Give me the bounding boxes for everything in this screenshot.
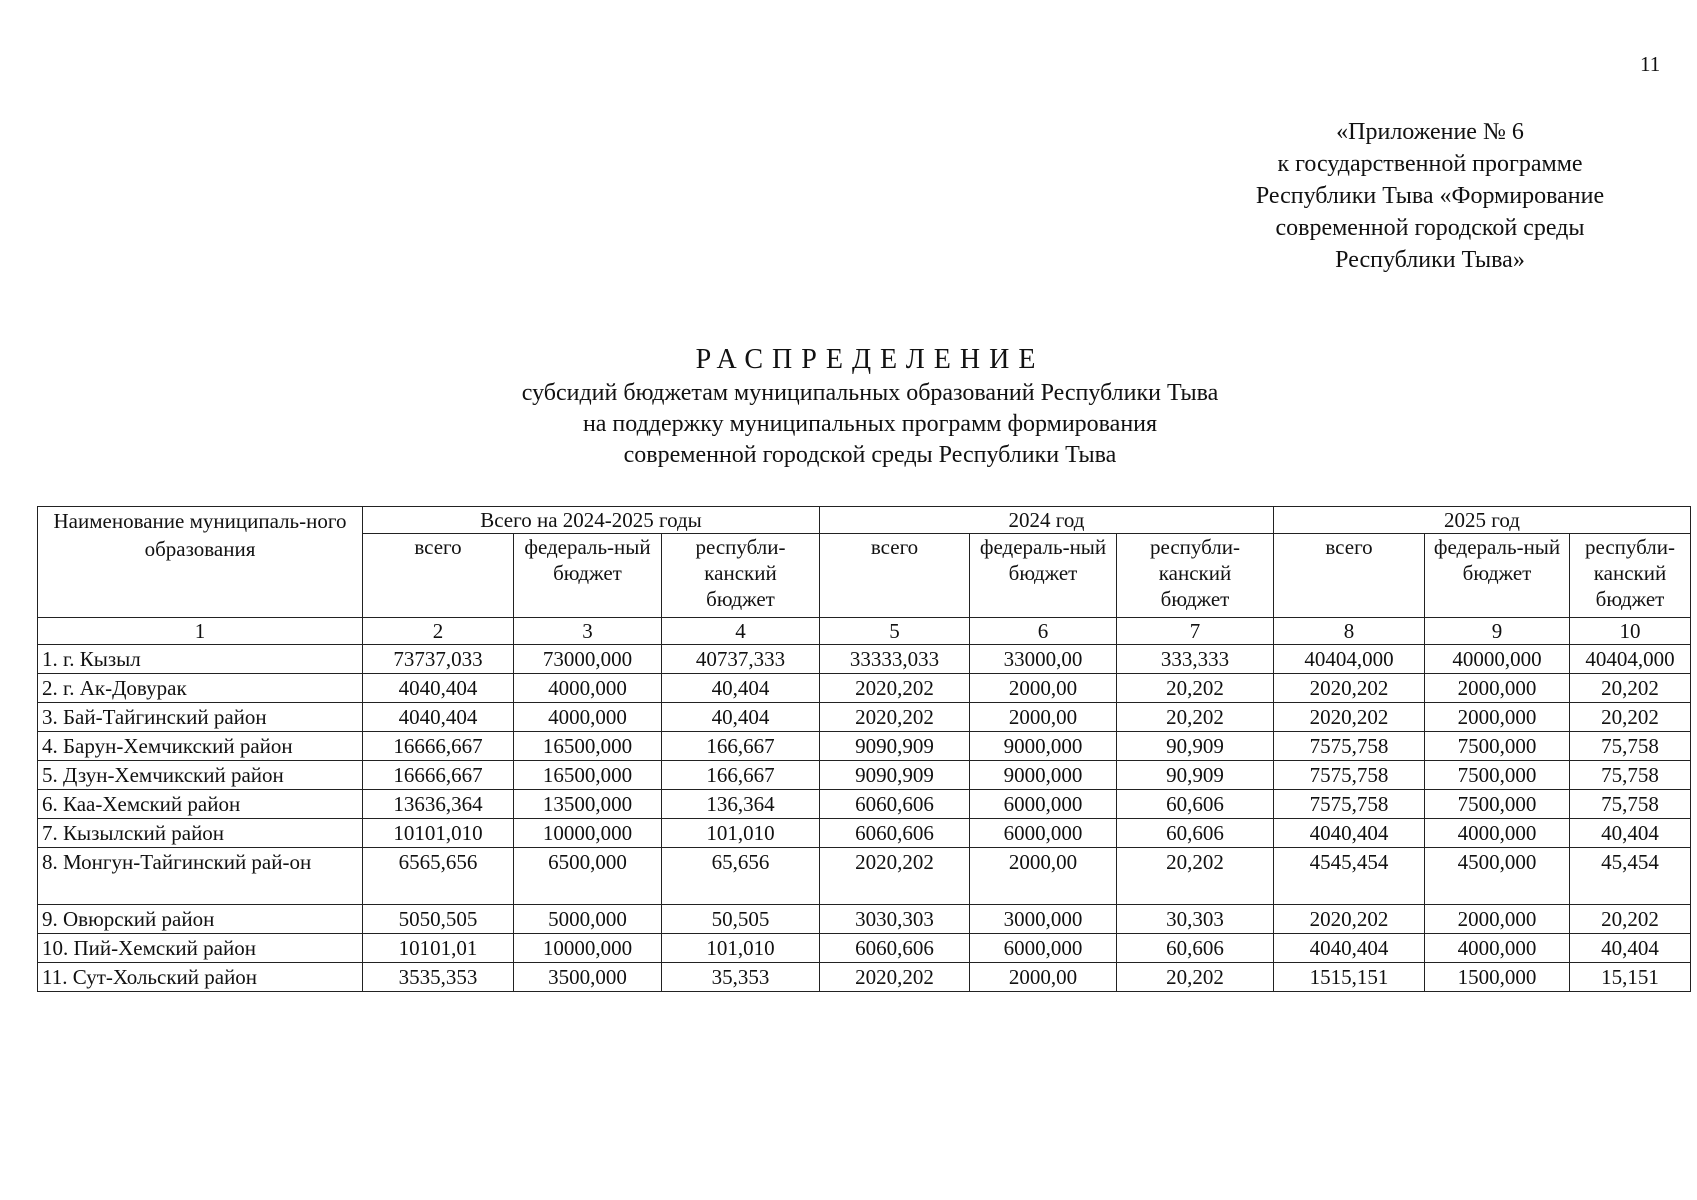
value-cell: 40,404 (1570, 934, 1691, 963)
municipality-name: 4. Барун-Хемчикский район (38, 732, 363, 761)
table-row (38, 905, 1691, 934)
value-cell: 2000,00 (970, 963, 1117, 992)
value-cell: 2000,00 (970, 674, 1117, 703)
value-cell: 9090,909 (820, 761, 970, 790)
value-cell: 2000,00 (970, 703, 1117, 732)
value-cell: 3535,353 (363, 963, 514, 992)
value-cell: 20,202 (1570, 905, 1691, 934)
municipality-name: 3. Бай-Тайгинский район (38, 703, 363, 732)
value-cell: 6565,656 (363, 848, 514, 905)
subsidy-table (37, 506, 1691, 992)
value-cell: 60,606 (1117, 790, 1274, 819)
value-cell: 16500,000 (514, 732, 662, 761)
column-number: 2 (363, 618, 514, 645)
value-cell: 1500,000 (1425, 963, 1570, 992)
header-total: всего (820, 534, 970, 618)
value-cell: 90,909 (1117, 732, 1274, 761)
column-number: 8 (1274, 618, 1425, 645)
value-cell: 45,454 (1570, 848, 1691, 905)
subtitle-line: на поддержку муниципальных программ формирования (582, 411, 1158, 437)
value-cell: 6060,606 (820, 819, 970, 848)
table-row (38, 761, 1691, 790)
municipality-name: 10. Пий-Хемский район (38, 934, 363, 963)
value-cell: 3000,000 (970, 905, 1117, 934)
value-cell: 101,010 (662, 934, 820, 963)
value-cell: 333,333 (1117, 645, 1274, 674)
table-row (38, 934, 1691, 963)
value-cell: 10000,000 (514, 934, 662, 963)
table-row (38, 848, 1691, 905)
page-number: 11 (1640, 52, 1661, 76)
value-cell: 73737,033 (363, 645, 514, 674)
value-cell: 136,364 (662, 790, 820, 819)
table-row (38, 819, 1691, 848)
value-cell: 2000,000 (1425, 674, 1570, 703)
value-cell: 1515,151 (1274, 963, 1425, 992)
header-group-total: Всего на 2024-2025 годы (363, 507, 820, 534)
value-cell: 4545,454 (1274, 848, 1425, 905)
value-cell: 9090,909 (820, 732, 970, 761)
value-cell: 20,202 (1117, 848, 1274, 905)
value-cell: 50,505 (662, 905, 820, 934)
header-republic: республи-канский бюджет (662, 534, 820, 618)
header-republic: республи-канский бюджет (1570, 534, 1691, 618)
municipality-name: 7. Кызылский район (38, 819, 363, 848)
column-number: 7 (1117, 618, 1274, 645)
value-cell: 4040,404 (363, 674, 514, 703)
municipality-name: 6. Каа-Хемский район (38, 790, 363, 819)
value-cell: 20,202 (1117, 703, 1274, 732)
value-cell: 20,202 (1570, 674, 1691, 703)
header-federal: федераль-ный бюджет (514, 534, 662, 618)
value-cell: 20,202 (1117, 674, 1274, 703)
header-name: Наименование муниципаль-ного образования (38, 507, 363, 618)
value-cell: 40,404 (662, 703, 820, 732)
column-number: 3 (514, 618, 662, 645)
value-cell: 2020,202 (820, 703, 970, 732)
value-cell: 15,151 (1570, 963, 1691, 992)
value-cell: 13636,364 (363, 790, 514, 819)
municipality-name: 8. Монгун-Тайгинский рай-он (38, 848, 363, 905)
value-cell: 4040,404 (363, 703, 514, 732)
value-cell: 75,758 (1570, 732, 1691, 761)
municipality-name: 11. Сут-Хольский район (38, 963, 363, 992)
table-row (38, 790, 1691, 819)
value-cell: 2020,202 (820, 963, 970, 992)
value-cell: 2000,000 (1425, 905, 1570, 934)
value-cell: 60,606 (1117, 819, 1274, 848)
value-cell: 7500,000 (1425, 732, 1570, 761)
value-cell: 2020,202 (820, 674, 970, 703)
table-header (38, 507, 1691, 645)
table-row (38, 732, 1691, 761)
value-cell: 7500,000 (1425, 761, 1570, 790)
value-cell: 4500,000 (1425, 848, 1570, 905)
column-number: 10 (1570, 618, 1691, 645)
value-cell: 40404,000 (1274, 645, 1425, 674)
header-total: всего (363, 534, 514, 618)
value-cell: 33333,033 (820, 645, 970, 674)
value-cell: 5050,505 (363, 905, 514, 934)
municipality-name: 1. г. Кызыл (38, 645, 363, 674)
column-number: 9 (1425, 618, 1570, 645)
appendix-note (1180, 116, 1680, 276)
header-group-2024: 2024 год (820, 507, 1274, 534)
value-cell: 6500,000 (514, 848, 662, 905)
appendix-line: к государственной программе (1277, 151, 1583, 177)
value-cell: 30,303 (1117, 905, 1274, 934)
header-total: всего (1274, 534, 1425, 618)
value-cell: 16666,667 (363, 761, 514, 790)
value-cell: 60,606 (1117, 934, 1274, 963)
header-federal: федераль-ный бюджет (1425, 534, 1570, 618)
municipality-name: 5. Дзун-Хемчикский район (38, 761, 363, 790)
value-cell: 3030,303 (820, 905, 970, 934)
value-cell: 7575,758 (1274, 790, 1425, 819)
value-cell: 90,909 (1117, 761, 1274, 790)
value-cell: 16500,000 (514, 761, 662, 790)
value-cell: 7575,758 (1274, 732, 1425, 761)
table-row (38, 645, 1691, 674)
value-cell: 101,010 (662, 819, 820, 848)
appendix-line: «Приложение № 6 (1336, 119, 1524, 145)
value-cell: 2020,202 (1274, 674, 1425, 703)
value-cell: 6000,000 (970, 934, 1117, 963)
value-cell: 73000,000 (514, 645, 662, 674)
value-cell: 166,667 (662, 761, 820, 790)
value-cell: 3500,000 (514, 963, 662, 992)
appendix-line: Республики Тыва «Формирование (1255, 183, 1605, 209)
value-cell: 166,667 (662, 732, 820, 761)
value-cell: 4000,000 (1425, 934, 1570, 963)
value-cell: 10000,000 (514, 819, 662, 848)
value-cell: 6000,000 (970, 790, 1117, 819)
value-cell: 16666,667 (363, 732, 514, 761)
value-cell: 9000,000 (970, 732, 1117, 761)
value-cell: 2020,202 (1274, 905, 1425, 934)
value-cell: 40404,000 (1570, 645, 1691, 674)
value-cell: 2020,202 (820, 848, 970, 905)
value-cell: 40737,333 (662, 645, 820, 674)
value-cell: 4040,404 (1274, 934, 1425, 963)
value-cell: 7575,758 (1274, 761, 1425, 790)
value-cell: 35,353 (662, 963, 820, 992)
table-row (38, 674, 1691, 703)
document-title: РАСПРЕДЕЛЕНИЕ (695, 344, 1045, 375)
table-row (38, 963, 1691, 992)
table-row (38, 703, 1691, 732)
value-cell: 6060,606 (820, 790, 970, 819)
subtitle-line: современной городской среды Республики Тыва (623, 442, 1117, 468)
value-cell: 40,404 (1570, 819, 1691, 848)
value-cell: 75,758 (1570, 761, 1691, 790)
value-cell: 6060,606 (820, 934, 970, 963)
value-cell: 10101,010 (363, 819, 514, 848)
value-cell: 4000,000 (514, 674, 662, 703)
column-number: 4 (662, 618, 820, 645)
value-cell: 40000,000 (1425, 645, 1570, 674)
subtitle-line: субсидий бюджетам муниципальных образований Республики Тыва (521, 380, 1219, 406)
value-cell: 20,202 (1570, 703, 1691, 732)
column-number: 6 (970, 618, 1117, 645)
value-cell: 20,202 (1117, 963, 1274, 992)
value-cell: 40,404 (662, 674, 820, 703)
table-body (38, 645, 1691, 992)
value-cell: 13500,000 (514, 790, 662, 819)
appendix-line: Республики Тыва» (1335, 247, 1525, 273)
header-republic: республи-канский бюджет (1117, 534, 1274, 618)
document-subtitle (0, 378, 1697, 471)
value-cell: 7500,000 (1425, 790, 1570, 819)
value-cell: 5000,000 (514, 905, 662, 934)
value-cell: 4000,000 (514, 703, 662, 732)
value-cell: 9000,000 (970, 761, 1117, 790)
column-number: 5 (820, 618, 970, 645)
municipality-name: 2. г. Ак-Довурак (38, 674, 363, 703)
column-number: 1 (38, 618, 363, 645)
value-cell: 2000,00 (970, 848, 1117, 905)
value-cell: 4000,000 (1425, 819, 1570, 848)
header-group-2025: 2025 год (1274, 507, 1691, 534)
value-cell: 6000,000 (970, 819, 1117, 848)
value-cell: 2020,202 (1274, 703, 1425, 732)
value-cell: 10101,01 (363, 934, 514, 963)
value-cell: 33000,00 (970, 645, 1117, 674)
municipality-name: 9. Овюрский район (38, 905, 363, 934)
header-federal: федераль-ный бюджет (970, 534, 1117, 618)
column-number-row (38, 618, 1691, 645)
value-cell: 4040,404 (1274, 819, 1425, 848)
value-cell: 65,656 (662, 848, 820, 905)
appendix-line: современной городской среды (1275, 215, 1585, 241)
value-cell: 75,758 (1570, 790, 1691, 819)
value-cell: 2000,000 (1425, 703, 1570, 732)
